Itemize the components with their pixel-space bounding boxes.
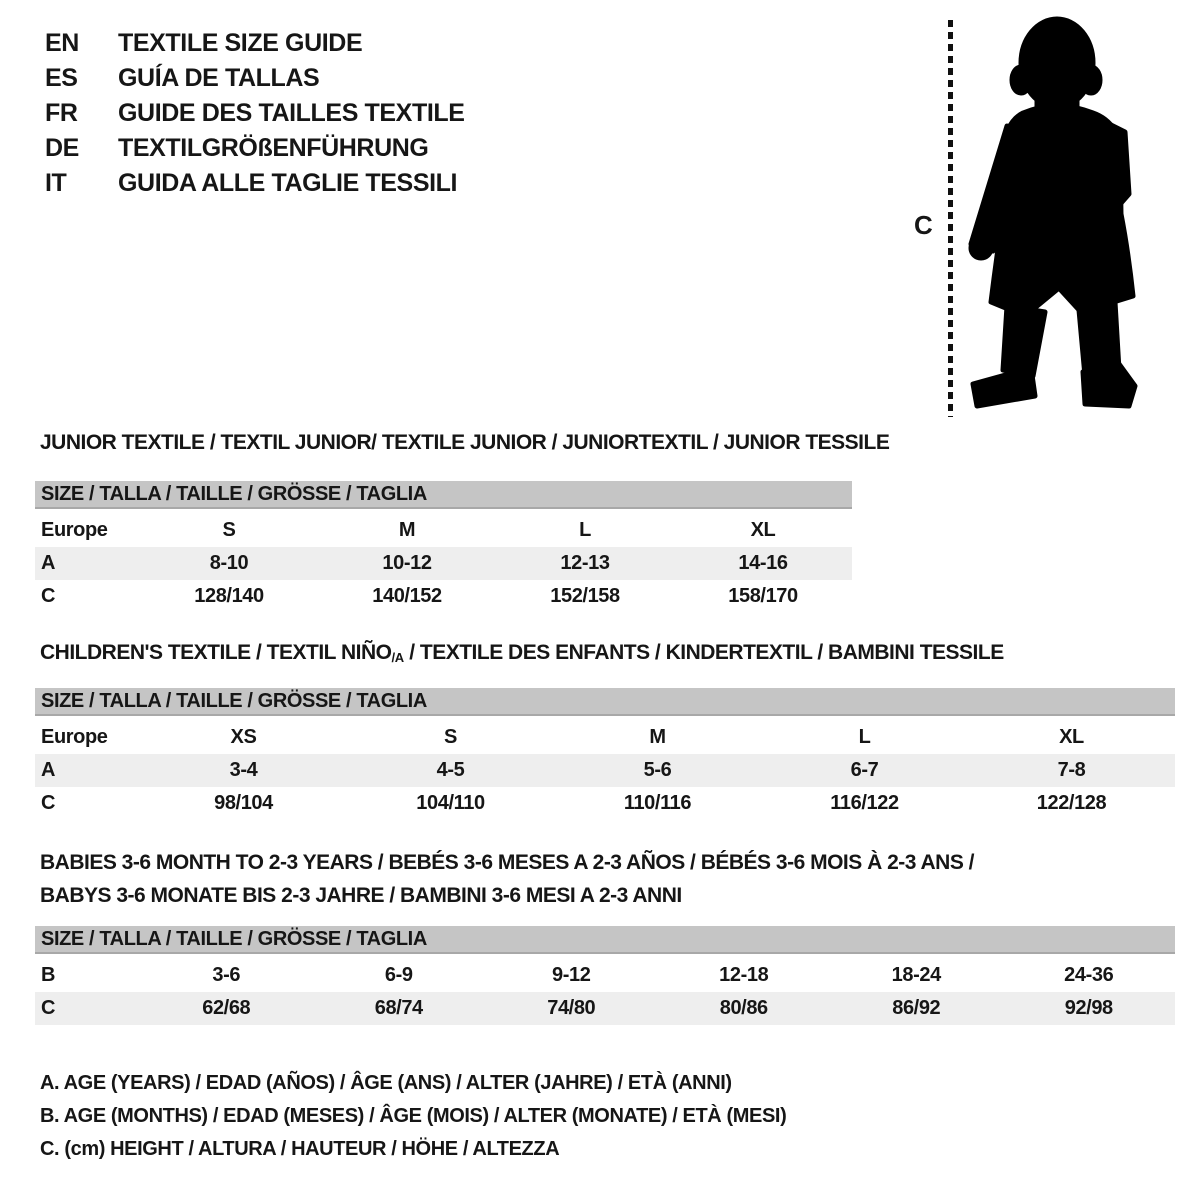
height-value: 158/170 (728, 585, 798, 607)
region-label: Europe (41, 726, 108, 748)
lang-row-es (45, 61, 465, 96)
age-value: 7-8 (1057, 759, 1086, 781)
toddler-silhouette-icon (963, 16, 1138, 418)
height-value: 122/128 (1036, 792, 1107, 814)
guide-title-de: TEXTILGRÖßENFÜHRUNG (118, 134, 429, 162)
size-col-xl: XL (1059, 726, 1084, 748)
row-label: A (41, 552, 56, 574)
guide-title-en: TEXTILE SIZE GUIDE (118, 29, 363, 57)
children-size-header-bar: SIZE / TALLA / TAILLE / GRÖSSE / TAGLIA (35, 688, 1175, 716)
junior-section-title: JUNIOR TEXTILE / TEXTIL JUNIOR/ TEXTILE JUNIOR / JUNIORTEXTIL / JUNIOR TESSILE (40, 431, 890, 454)
legend-age-years: A. AGE (YEARS) / EDAD (AÑOS) / ÂGE (ANS) / ALTER (JAHRE) / ETÀ (ANNI) (40, 1072, 732, 1094)
size-col-s: S (444, 726, 457, 748)
lang-row-en (45, 26, 465, 61)
height-value: 68/74 (374, 997, 423, 1019)
size-col-l: L (858, 726, 871, 748)
lang-code: ES (45, 64, 78, 92)
babies-row-b (35, 959, 1175, 992)
junior-columns-row (35, 514, 852, 547)
children-row-a (35, 754, 1175, 787)
children-section-title (40, 641, 1004, 665)
height-value: 62/68 (202, 997, 251, 1019)
children-columns-row (35, 721, 1175, 754)
height-value: 80/86 (719, 997, 768, 1019)
children-title-post: / TEXTILE DES ENFANTS / KINDERTEXTIL / BAMBINI TESSILE (403, 641, 1004, 664)
size-col-xl: XL (750, 519, 776, 541)
lang-code: IT (45, 169, 67, 197)
children-title-sub: /A (391, 650, 404, 665)
months-value: 9-12 (552, 964, 591, 986)
babies-section-title-line2: BABYS 3-6 MONATE BIS 2-3 JAHRE / BAMBINI 3-6 MESI A 2-3 ANNI (40, 884, 682, 907)
legend-height-cm: C. (cm) HEIGHT / ALTURA / HAUTEUR / HÖHE / ALTEZZA (40, 1138, 560, 1160)
months-value: 24-36 (1064, 964, 1114, 986)
size-col-s: S (222, 519, 236, 541)
junior-row-c (35, 580, 852, 613)
lang-code: EN (45, 29, 79, 57)
children-row-c (35, 787, 1175, 820)
children-title-pre: CHILDREN'S TEXTILE / TEXTIL NIÑO (40, 641, 392, 664)
size-col-m: M (398, 519, 416, 541)
height-value: 86/92 (892, 997, 941, 1019)
months-value: 3-6 (212, 964, 241, 986)
babies-size-table (35, 926, 1175, 1025)
row-label: B (41, 964, 56, 986)
height-value: 110/116 (623, 792, 692, 814)
age-value: 10-12 (382, 552, 432, 574)
lang-code: DE (45, 134, 79, 162)
age-value: 8-10 (209, 552, 249, 574)
age-value: 5-6 (643, 759, 672, 781)
lang-code: FR (45, 99, 78, 127)
size-col-l: L (579, 519, 591, 541)
lang-row-fr (45, 96, 465, 131)
region-label: Europe (41, 519, 108, 541)
height-value: 74/80 (547, 997, 596, 1019)
height-value: 152/158 (550, 585, 620, 607)
junior-size-table (35, 481, 852, 613)
babies-size-header-bar: SIZE / TALLA / TAILLE / GRÖSSE / TAGLIA (35, 926, 1175, 954)
guide-title-es: GUÍA DE TALLAS (118, 64, 320, 92)
height-value: 92/98 (1064, 997, 1113, 1019)
row-label: C (41, 792, 56, 814)
guide-title-it: GUIDA ALLE TAGLIE TESSILI (118, 169, 458, 197)
legend-age-months: B. AGE (MONTHS) / EDAD (MESES) / ÂGE (MOIS) / ALTER (MONATE) / ETÀ (MESI) (40, 1105, 787, 1127)
age-value: 4-5 (436, 759, 465, 781)
lang-row-de (45, 131, 465, 166)
age-value: 3-4 (229, 759, 258, 781)
height-value: 128/140 (194, 585, 264, 607)
height-dashed-line (948, 20, 953, 417)
row-label: C (41, 997, 56, 1019)
babies-section-title-line1: BABIES 3-6 MONTH TO 2-3 YEARS / BEBÉS 3-6 MESES A 2-3 AÑOS / BÉBÉS 3-6 MOIS À 2-3 ANS / (40, 851, 975, 874)
lang-row-it (45, 166, 465, 201)
months-value: 18-24 (891, 964, 941, 986)
months-value: 12-18 (719, 964, 769, 986)
babies-row-c (35, 992, 1175, 1025)
height-value: 104/110 (416, 792, 485, 814)
height-value: 140/152 (372, 585, 442, 607)
language-title-list (45, 26, 465, 201)
height-value: 98/104 (214, 792, 273, 814)
junior-size-header-bar: SIZE / TALLA / TAILLE / GRÖSSE / TAGLIA (35, 481, 852, 509)
children-size-table (35, 688, 1175, 820)
height-value: 116/122 (830, 792, 899, 814)
months-value: 6-9 (384, 964, 413, 986)
row-label: A (41, 759, 56, 781)
row-label: C (41, 585, 56, 607)
height-measure-label: C (914, 210, 933, 240)
size-col-xs: XS (230, 726, 257, 748)
age-value: 14-16 (738, 552, 788, 574)
junior-row-a (35, 547, 852, 580)
age-value: 12-13 (560, 552, 610, 574)
size-col-m: M (649, 726, 666, 748)
age-value: 6-7 (850, 759, 879, 781)
guide-title-fr: GUIDE DES TAILLES TEXTILE (118, 99, 465, 127)
